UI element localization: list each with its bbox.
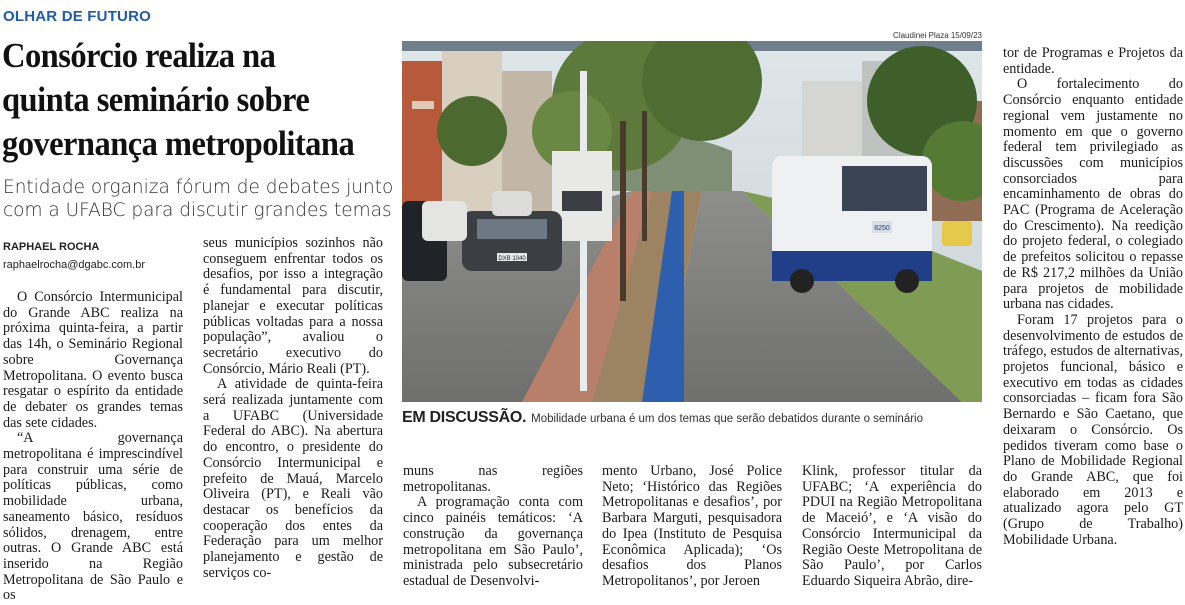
article-column-5 [802, 464, 982, 590]
paragraph: tor de Programas e Projetos da entidade. [1003, 45, 1183, 77]
paragraph: “A governança metropolitana é imprescindível para construir uma série de políticas públicas, como mobilidade urbana, saneamento básico, resíduos sólidos, drenagem, entre outras. O Grande ABC está inserido na Região Metropolitana de São Paulo e os [3, 430, 183, 604]
paragraph: A atividade de quinta-feira será realizada juntamente com a UFABC (Universidade Federal do ABC). Na abertura do encontro, o presidente do Consórcio Intermunicipal e prefeito de Mauá, Marcelo Oliveira (PT), e Reali vão destacar os benefícios da cooperação dos entes da Federação para um melhor planejamento e gestão de serviços co- [203, 376, 383, 581]
paragraph: seus municípios sozinhos não conseguem enfrentar todos os desafios, por isso a integração é fundamental para discutir, planejar e executar políticas públicas voltadas para a nossa população”, avaliou o secretário executivo do Consórcio, Mário Reali (PT). [203, 235, 383, 377]
section-label: OLHAR DE FUTURO [3, 8, 151, 25]
headline: Consórcio realiza na quinta seminário sobre governança metropolitana [2, 36, 355, 163]
caption-text: Mobilidade urbana é um dos temas que serão debatidos durante o seminário [531, 413, 924, 425]
paragraph: O Consórcio Intermunicipal do Grande ABC realiza na próxima quinta-feira, a partir das 14h, o Seminário Regional sobre Governança Metropolitana. O evento busca resgatar o espírito da entidade de debater os grandes temas das sete cidades. [3, 289, 183, 431]
article-column-2 [203, 236, 383, 581]
paragraph: Klink, professor titular da UFABC; ‘A experiência do PDUI na Região Metropolitana de Maceió’, e ‘A visão do Consórcio Intermunicipal da Região Oeste Metropolitana de São Paulo’, por Carlos Eduardo Siqueira Abrão, dire- [802, 463, 982, 589]
article-column-1 [3, 290, 183, 604]
photo-credit: Claudinei Plaza 15/09/23 [893, 31, 982, 40]
author-email[interactable]: raphaelrocha@dgabc.com.br [3, 259, 146, 271]
photo-caption [402, 409, 982, 427]
byline: RAPHAEL ROCHA [3, 241, 100, 253]
bus-number: 8250 [874, 225, 890, 232]
car-plate: DXB 1040 [498, 256, 526, 262]
article-column-3 [403, 464, 583, 590]
paragraph: mento Urbano, José Police Neto; ‘Histórico das Regiões Metropolitanas e desafios’, por Barbara Marguti, pesquisadora do Ipea (Instituto de Pesquisa Econômica Aplicada); ‘Os desafios dos Planos Metropolitanos’, por Jeroen [602, 463, 782, 589]
article-column-6 [1003, 46, 1183, 549]
paragraph: A programação conta com cinco painéis temáticos: ‘A construção da governança metropolitana em São Paulo’, ministrada pelo subsecretário estadual de Desenvolvi- [403, 494, 583, 589]
paragraph: Foram 17 projetos para o desenvolvimento de estudos de tráfego, estudos de alternativas, projetos funcional, básico e executivo em todas as cidades consorciadas – ficam fora São Bernardo e São Caetano, que deixaram o Consórcio. Os pedidos tiveram como base o Plano de Mobilidade Regional do Grande ABC, que foi elaborado em 2013 e atualizado agora pelo GT (Grupo de Trabalho) Mobilidade Urbana. [1003, 311, 1183, 548]
caption-tag: EM DISCUSSÃO. [402, 409, 527, 426]
paragraph: muns nas regiões metropolitanas. [403, 463, 583, 495]
subhead: Entidade organiza fórum de debates junto com a UFABC para discutir grandes temas [3, 177, 394, 221]
article-photo [402, 41, 982, 402]
article-column-4 [602, 464, 782, 590]
paragraph: O fortalecimento do Consórcio enquanto entidade regional vem justamente no momento em que o governo federal tem privilegiado as discussões com municípios consorciados para encaminhamento de obras do PAC (Programa de Aceleração do Crescimento). Na reedição do projeto federal, o colegiado de prefeitos solicitou o repasse de R$ 217,2 milhões da União para projetos de mobilidade urbana nas cidades. [1003, 76, 1183, 313]
